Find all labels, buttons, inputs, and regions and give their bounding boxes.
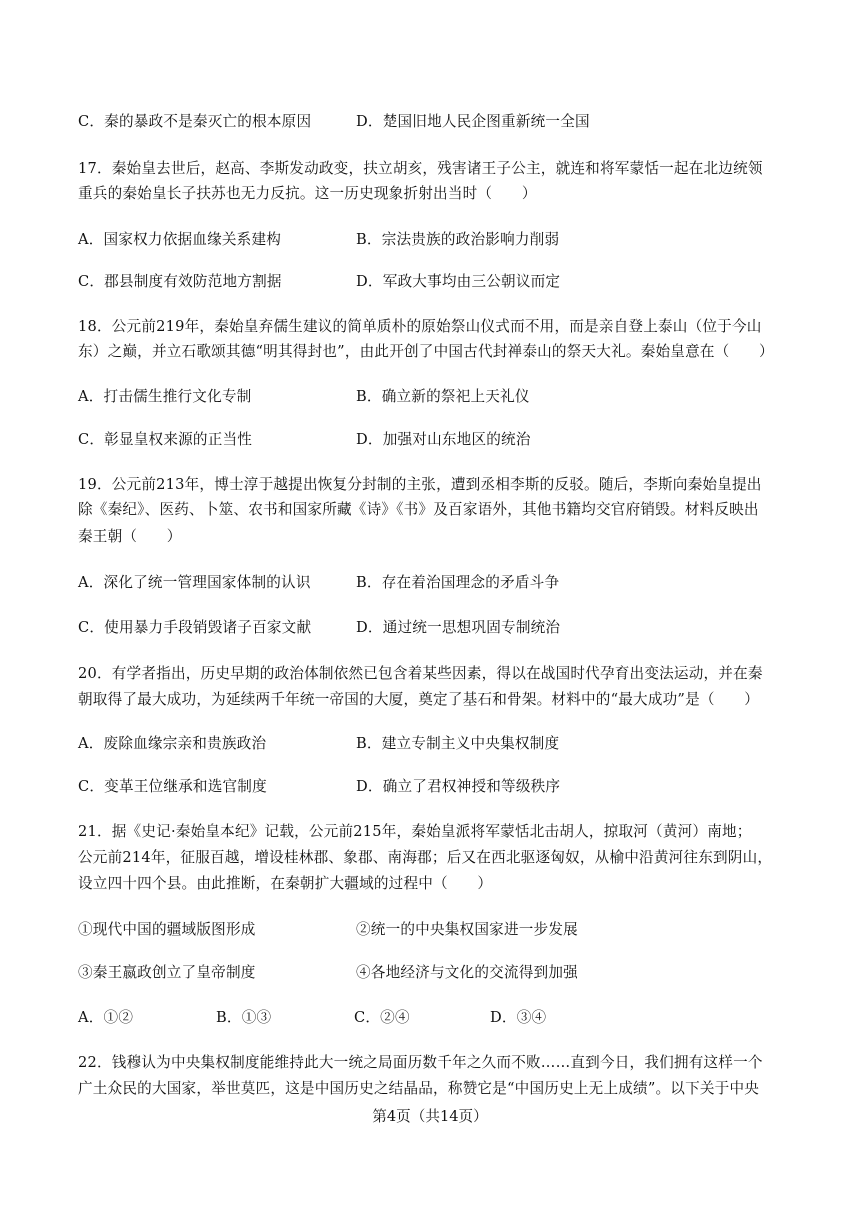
q21-stem-line-1: 21．据《史记·秦始皇本纪》记载，公元前215年，秦始皇派将军蒙恬北击胡人，掠取河（黄河）南地； <box>78 823 752 840</box>
q16-option-d: D．楚国旧地人民企图重新统一全国 <box>356 113 590 130</box>
q17-option-a: A．国家权力依据血缘关系建构 <box>78 231 282 248</box>
q21-option-d: D．③④ <box>490 1009 547 1026</box>
q21-stem-line-2: 公元前214年，征服百越，增设桂林郡、象郡、南海郡；后又在西北驱逐匈奴，从榆中沿黄河往东到阴山， <box>78 849 773 866</box>
q18-option-c: C．彰显皇权来源的正当性 <box>78 431 253 448</box>
q20-option-d: D．确立了君权神授和等级秩序 <box>356 778 561 795</box>
q19-option-a: A．深化了统一管理国家体制的认识 <box>78 574 311 591</box>
q16-option-c: C．秦的暴政不是秦灭亡的根本原因 <box>78 113 312 130</box>
q21-option-c: C．②④ <box>354 1009 410 1026</box>
q17-option-c: C．郡县制度有效防范地方割据 <box>78 273 282 290</box>
q17-option-d: D．军政大事均由三公朝议而定 <box>356 273 561 290</box>
q22-stem-line-2: 广土众民的大国家，举世莫匹，这是中国历史之结晶品，称赞它是“中国历史上无上成绩”。以下关于中央 <box>78 1080 760 1097</box>
q18-stem-line-2: 东）之巅，并立石歌颂其德“明其得封也”，由此开创了中国古代封禅泰山的祭天大礼。秦始皇意在（ ） <box>78 343 774 360</box>
q18-option-b: B．确立新的祭祀上天礼仪 <box>356 388 530 405</box>
q21-item-4: ④各地经济与文化的交流得到加强 <box>356 964 578 981</box>
q20-option-a: A．废除血缘宗亲和贵族政治 <box>78 735 267 752</box>
q21-option-b: B．①③ <box>216 1009 272 1026</box>
q21-item-3: ③秦王嬴政创立了皇帝制度 <box>78 964 256 981</box>
q21-stem-line-3: 设立四十四个县。由此推断，在秦朝扩大疆域的过程中（ ） <box>78 875 493 892</box>
q18-option-a: A．打击儒生推行文化专制 <box>78 388 252 405</box>
q20-stem-line-2: 朝取得了最大成功，为延续两千年统一帝国的大厦，奠定了基石和骨架。材料中的“最大成功”是（ ） <box>78 691 760 708</box>
q20-option-b: B．建立专制主义中央集权制度 <box>356 735 560 752</box>
q18-option-d: D．加强对山东地区的统治 <box>356 431 531 448</box>
q21-item-1: ①现代中国的疆域版图形成 <box>78 921 256 938</box>
page-number-footer: 第4页（共14页） <box>372 1108 488 1125</box>
q19-option-b: B．存在着治国理念的矛盾斗争 <box>356 574 560 591</box>
q19-stem-line-3: 秦王朝（ ） <box>78 528 182 545</box>
q20-option-c: C．变革王位继承和选官制度 <box>78 778 267 795</box>
q19-stem-line-2: 除《秦纪》、医药、卜筮、农书和国家所藏《诗》《书》及百家语外，其他书籍均交官府销毁。材料反映出 <box>78 501 759 518</box>
q21-item-2: ②统一的中央集权国家进一步发展 <box>356 921 578 938</box>
q17-option-b: B．宗法贵族的政治影响力削弱 <box>356 231 560 248</box>
q18-stem-line-1: 18．公元前219年，秦始皇弃儒生建议的简单质朴的原始祭山仪式而不用，而是亲自登上泰山（位于今山 <box>78 318 762 335</box>
q22-stem-line-1: 22．钱穆认为中央集权制度能维持此大一统之局面历数千年之久而不败……直到今日，我们拥有这样一个 <box>78 1054 763 1071</box>
q19-stem-line-1: 19．公元前213年，博士淳于越提出恢复分封制的主张，遭到丞相李斯的反驳。随后，李斯向秦始皇提出 <box>78 476 762 493</box>
q21-option-a: A．①② <box>78 1009 134 1026</box>
q20-stem-line-1: 20．有学者指出，历史早期的政治体制依然已包含着某些因素，得以在战国时代孕育出变法运动，并在秦 <box>78 665 763 682</box>
q19-option-d: D．通过统一思想巩固专制统治 <box>356 619 561 636</box>
q17-stem-line-2: 重兵的秦始皇长子扶苏也无力反抗。这一历史现象折射出当时（ ） <box>78 185 537 202</box>
q19-option-c: C．使用暴力手段销毁诸子百家文献 <box>78 619 312 636</box>
q17-stem-line-1: 17．秦始皇去世后，赵高、李斯发动政变，扶立胡亥，残害诸王子公主，就连和将军蒙恬一起在北边统领 <box>78 160 763 177</box>
